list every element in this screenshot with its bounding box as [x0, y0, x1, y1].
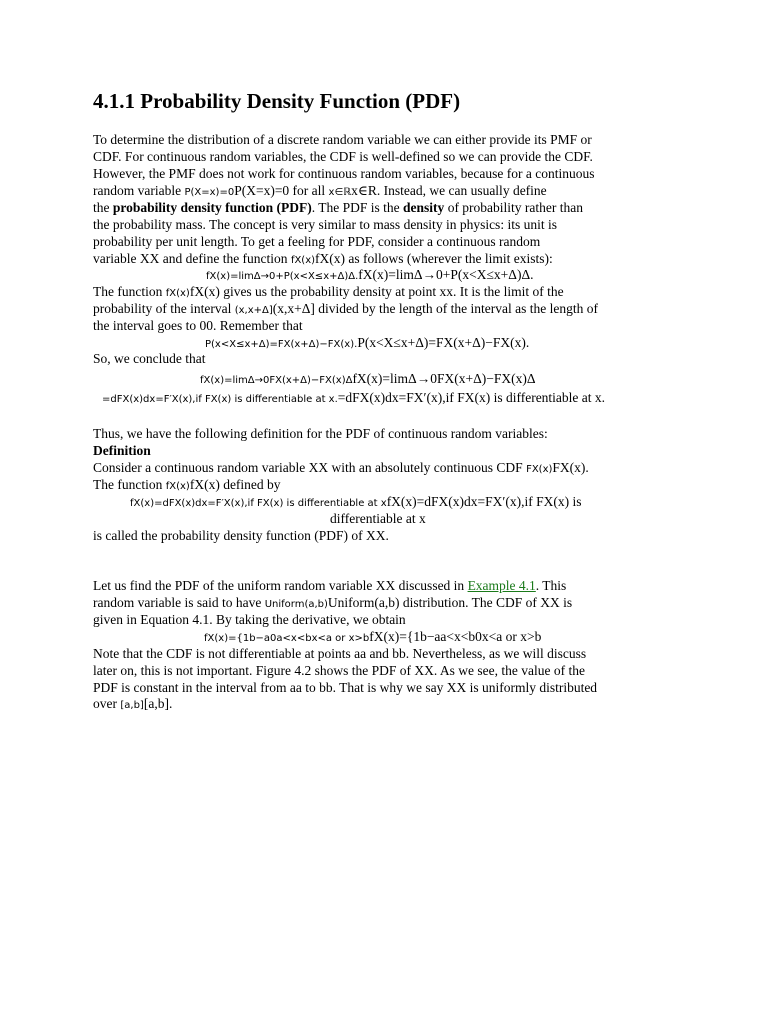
text-line — [93, 131, 592, 148]
math-inline: =dFX(x)dx=F′X(x),if FX(x) is differentiable at x. — [102, 394, 338, 405]
equation-line — [205, 334, 529, 353]
math-inline: (x,x+Δ] — [234, 305, 273, 316]
text: the — [93, 200, 113, 215]
text: random variable — [93, 183, 185, 198]
text: later on, this is not important. Figure 4.2 shows the PDF of XX. As we see, the value of the — [93, 663, 585, 678]
bold-term: probability density function (PDF) — [112, 200, 312, 215]
text-line — [93, 645, 586, 662]
math-inline: fX(x)={1b−a0a<x<bx<a or x>b — [204, 633, 370, 644]
math-inline: fX(x)=dFX(x)dx=F′X(x),if FX(x) is differentiable at x — [130, 498, 387, 509]
text: of probability rather than — [444, 200, 584, 215]
math-inline: P(x<X≤x+Δ)=FX(x+Δ)−FX(x). — [205, 339, 358, 350]
text: However, the PMF does not work for continuous random variables, because for a continuous — [93, 166, 595, 181]
text-line — [93, 425, 548, 442]
equation-line — [330, 510, 426, 527]
text-line — [93, 216, 557, 233]
text: The function — [93, 284, 166, 299]
text: FX(x). — [552, 460, 589, 475]
bold-term: density — [403, 200, 445, 215]
math-inline: x∈ℝ — [328, 187, 352, 198]
text-line — [93, 148, 593, 165]
math-inline: [a,b] — [120, 700, 144, 711]
text: is called the probability density function (PDF) of XX. — [93, 528, 389, 543]
text: variable XX and define the function — [93, 251, 291, 266]
text: fX(x)=limΔ→0FX(x+Δ)−FX(x)Δ — [352, 371, 536, 386]
section-title: 4.1.1 Probability Density Function (PDF) — [93, 89, 461, 113]
math-inline: fX(x) — [165, 288, 190, 299]
math-inline: fX(x)=limΔ→0+P(x<X≤x+Δ)Δ. — [206, 271, 359, 282]
text-line — [93, 611, 406, 628]
text: =dFX(x)dx=FX′(x),if FX(x) is differentiable at x. — [337, 390, 606, 405]
math-inline: FX(x) — [526, 464, 553, 475]
text: Thus, we have the following definition for the PDF of continuous random variables: — [93, 426, 548, 441]
text: random variable is said to have — [93, 595, 265, 610]
text-line — [93, 199, 583, 216]
text: over — [93, 696, 121, 711]
example-link[interactable]: Example 4.1 — [467, 578, 536, 593]
text: differentiable at x — [330, 511, 426, 526]
text: CDF. For continuous random variables, the CDF is well-defined so we can provide the CDF. — [93, 149, 593, 164]
text: P(X=x)=0 for all — [234, 183, 329, 198]
math-inline: Uniform(a,b) — [264, 599, 328, 610]
text: PDF is constant in the interval from aa to bb. That is why we say XX is uniformly distributed — [93, 680, 598, 695]
text: x∈R. Instead, we can usually define — [351, 183, 547, 198]
text-line — [93, 165, 594, 182]
text: . This — [535, 578, 567, 593]
math-inline: P(X=x)=0 — [184, 187, 235, 198]
text: So, we conclude that — [93, 351, 206, 366]
math-inline: fX(x)=limΔ→0FX(x+Δ)−FX(x)Δ — [200, 375, 353, 386]
text: the probability mass. The concept is very similar to mass density in physics: its unit is — [93, 217, 557, 232]
text: given in Equation 4.1. By taking the derivative, we obtain — [93, 612, 406, 627]
text-line — [93, 317, 303, 334]
text: fX(x)=limΔ→0+P(x<X≤x+Δ)Δ. — [358, 267, 534, 282]
text: the interval goes to 00. Remember that — [93, 318, 303, 333]
equation-line — [200, 370, 536, 389]
equation-line — [102, 389, 605, 408]
text: Note that the CDF is not differentiable at points aa and bb. Nevertheless, as we will discuss — [93, 646, 587, 661]
text-line — [93, 662, 585, 679]
text: To determine the distribution of a discrete random variable we can either provide its PMF or — [93, 132, 592, 147]
definition-heading: Definition — [93, 443, 151, 458]
text-line — [93, 577, 566, 594]
math-inline: fX(x) — [290, 255, 316, 266]
text: probability per unit length. To get a feeling for PDF, consider a continuous random — [93, 234, 541, 249]
text: fX(x) as follows (wherever the limit exists): — [315, 251, 553, 266]
text: probability of the interval — [93, 301, 235, 316]
text: Consider a continuous random variable XX with an absolutely continuous CDF — [93, 460, 527, 475]
math-inline: fX(x) — [165, 481, 190, 492]
text-line — [93, 679, 597, 696]
text: . The PDF is the — [311, 200, 404, 215]
text: P(x<X≤x+Δ)=FX(x+Δ)−FX(x). — [357, 335, 530, 350]
text: The function — [93, 477, 166, 492]
text: (x,x+Δ] divided by the length of the interval as the length of — [272, 301, 598, 316]
text-line — [93, 233, 540, 250]
text-line — [93, 527, 389, 544]
text: Uniform(a,b) distribution. The CDF of XX is — [327, 595, 573, 610]
text: fX(x)={1b−aa<x<b0x<a or x>b — [369, 629, 542, 644]
text: [a,b]. — [143, 696, 173, 711]
text: fX(x) defined by — [189, 477, 281, 492]
text: fX(x)=dFX(x)dx=FX′(x),if FX(x) is — [386, 494, 582, 509]
text-line — [93, 350, 205, 367]
text: Let us find the PDF of the uniform random variable XX discussed in — [93, 578, 468, 593]
text-line — [93, 695, 172, 714]
text: fX(x) gives us the probability density at point xx. It is the limit of the — [189, 284, 564, 299]
